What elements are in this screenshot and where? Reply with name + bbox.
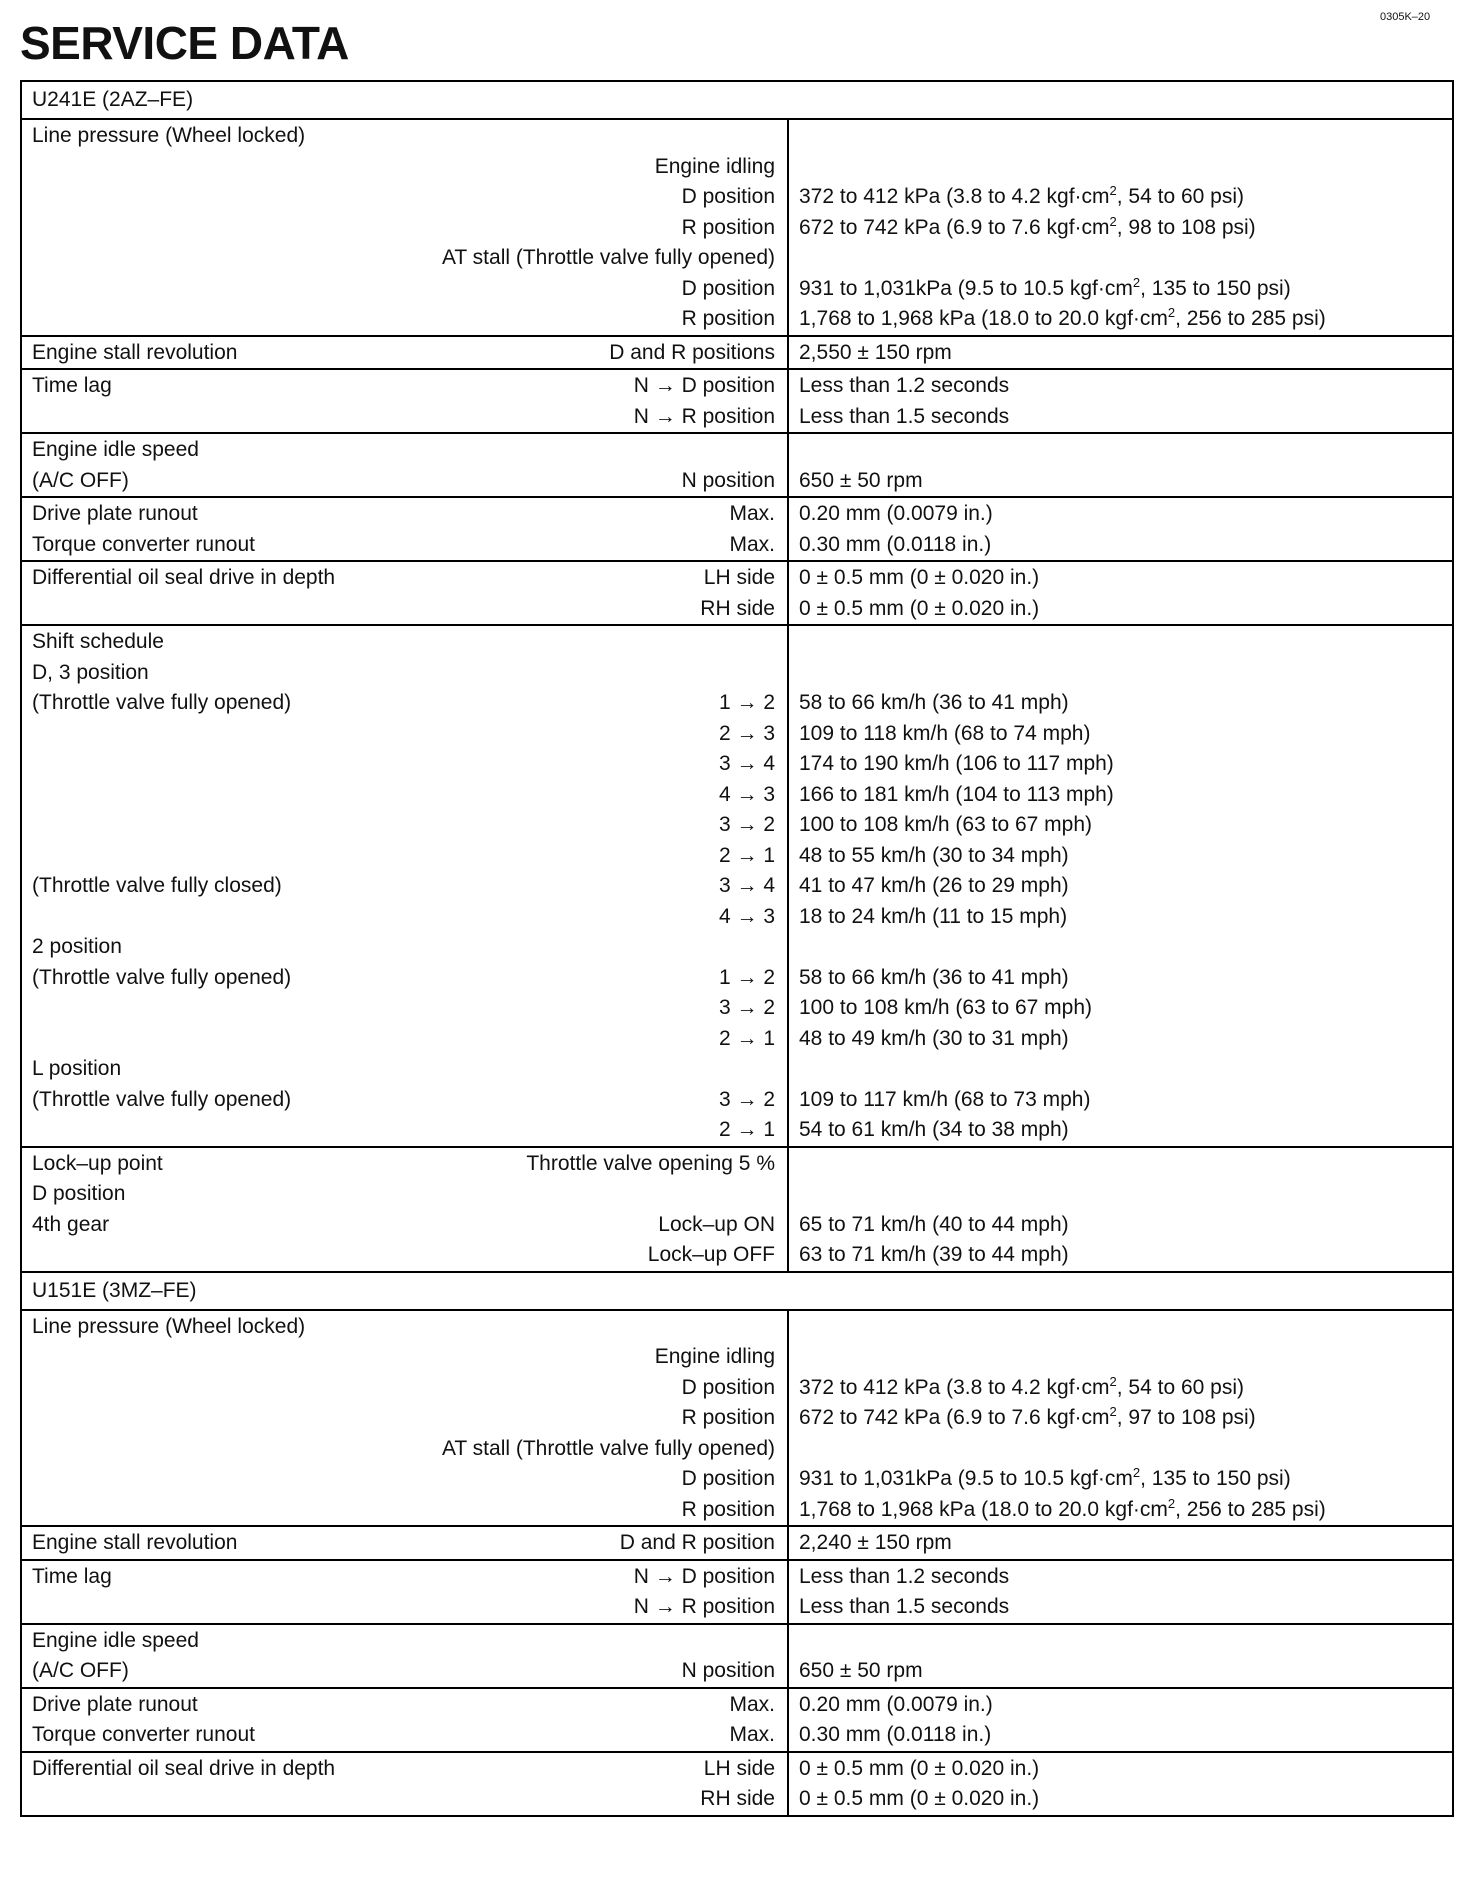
spec-value	[799, 338, 1442, 369]
service-data-table	[20, 80, 1454, 1817]
spec-condition: 1 → 2	[718, 691, 775, 714]
spec-label-column	[22, 1753, 789, 1815]
spec-value	[799, 993, 1442, 1024]
spec-value	[799, 182, 1442, 213]
spec-block	[22, 1625, 1452, 1689]
spec-value-text: 174 to 190 km/h (106 to 117 mph)	[799, 752, 1114, 775]
spec-value-text: 931 to 1,031kPa (9.5 to 10.5 $kgf\cdot cm^2$, 135 to 150 psi)	[799, 274, 1291, 300]
spec-item: 4th gear	[32, 1212, 110, 1236]
spec-row	[32, 274, 775, 305]
spec-item: L position	[32, 1057, 122, 1080]
spec-label-column	[22, 1689, 789, 1751]
spec-value-text: 931 to 1,031kPa (9.5 to 10.5 $kgf\cdot cm^2$, 135 to 150 psi)	[799, 1465, 1291, 1490]
spec-condition: N → D position	[633, 1564, 775, 1588]
spec-condition: 4 → 3	[718, 782, 775, 806]
spec-condition: Lock–up OFF	[647, 1243, 775, 1266]
spec-value-text: 0.30 mm (0.0118 in.)	[799, 532, 992, 556]
spec-item: (A/C OFF)	[32, 468, 129, 492]
spec-row	[32, 1720, 775, 1751]
spec-value-text: 0 ± 0.5 mm (0 ± 0.020 in.)	[799, 1756, 1040, 1780]
spec-row	[32, 658, 775, 689]
page-id: 0305K–20	[1380, 11, 1431, 23]
spec-value	[799, 1495, 1442, 1526]
spec-row	[32, 627, 775, 658]
spec-row	[32, 1373, 775, 1404]
spec-value-column	[789, 1527, 1452, 1559]
spec-value	[799, 780, 1442, 811]
spec-value	[799, 1149, 1442, 1180]
spec-condition: Engine idling	[654, 1345, 775, 1368]
spec-condition: D position	[681, 1467, 775, 1490]
spec-value	[799, 371, 1442, 402]
spec-label-column	[22, 1311, 789, 1526]
spec-row	[32, 810, 775, 841]
spec-value-text: 0.20 mm (0.0079 in.)	[799, 1692, 993, 1716]
spec-condition: RH side	[700, 1787, 775, 1810]
spec-row	[32, 1403, 775, 1434]
spec-row	[32, 1054, 775, 1085]
spec-condition: N position	[681, 1659, 775, 1682]
spec-label-column	[22, 1625, 789, 1687]
spec-value	[799, 530, 1442, 561]
spec-value	[799, 1562, 1442, 1593]
spec-row	[32, 688, 775, 719]
spec-block	[22, 1689, 1452, 1753]
spec-value	[799, 499, 1442, 530]
spec-item: Line pressure (Wheel locked)	[32, 1314, 306, 1338]
spec-row	[32, 1085, 775, 1116]
spec-row	[32, 152, 775, 183]
spec-value-text: 41 to 47 km/h (26 to 29 mph)	[799, 874, 1069, 897]
spec-block	[22, 337, 1452, 371]
spec-row	[32, 338, 775, 369]
spec-value-column	[789, 337, 1452, 369]
spec-value-column	[789, 1625, 1452, 1687]
spec-condition: Max.	[729, 1692, 775, 1716]
spec-item: Lock–up point	[32, 1151, 163, 1175]
spec-row	[32, 371, 775, 402]
spec-value-text: 54 to 61 km/h (34 to 38 mph)	[799, 1118, 1069, 1141]
spec-value	[799, 1342, 1442, 1373]
spec-label-column	[22, 337, 789, 369]
spec-row	[32, 402, 775, 433]
spec-label-column	[22, 370, 789, 432]
spec-value-text: 58 to 66 km/h (36 to 41 mph)	[799, 965, 1069, 989]
spec-row	[32, 1115, 775, 1146]
spec-condition: N position	[681, 468, 775, 492]
spec-label-column	[22, 1561, 789, 1623]
spec-value	[799, 902, 1442, 933]
spec-row	[32, 563, 775, 594]
spec-item: (Throttle valve fully opened)	[32, 965, 292, 989]
spec-row	[32, 993, 775, 1024]
spec-value-text: 372 to 412 kPa (3.8 to 4.2 $kgf\cdot cm^2$, 54 to 60 psi)	[799, 183, 1244, 208]
spec-value	[799, 1784, 1442, 1815]
spec-condition: R position	[681, 307, 775, 330]
spec-row	[32, 1434, 775, 1465]
spec-condition: Max.	[729, 532, 775, 556]
spec-row	[32, 780, 775, 811]
spec-row	[32, 1342, 775, 1373]
spec-value-text: 650 ± 50 rpm	[799, 468, 923, 492]
spec-row	[32, 1562, 775, 1593]
spec-value-text: 58 to 66 km/h (36 to 41 mph)	[799, 691, 1069, 714]
spec-condition: R position	[681, 215, 775, 239]
spec-item: D, 3 position	[32, 660, 149, 684]
spec-value-text: 0 ± 0.5 mm (0 ± 0.020 in.)	[799, 596, 1040, 620]
spec-row	[32, 1656, 775, 1687]
spec-condition: LH side	[703, 1756, 775, 1780]
spec-condition: LH side	[703, 566, 775, 589]
spec-row	[32, 902, 775, 933]
spec-value	[799, 1210, 1442, 1241]
spec-item: Differential oil seal drive in depth	[32, 1756, 336, 1780]
spec-condition: R position	[681, 1497, 775, 1521]
spec-value-text: 63 to 71 km/h (39 to 44 mph)	[799, 1243, 1069, 1266]
section-title: U151E (3MZ–FE)	[22, 1273, 1452, 1311]
spec-item: Drive plate runout	[32, 1692, 198, 1716]
spec-value-column	[789, 1148, 1452, 1271]
spec-condition: 3 → 2	[718, 813, 775, 836]
spec-value-column	[789, 1561, 1452, 1623]
spec-row	[32, 530, 775, 561]
spec-value-text: 65 to 71 km/h (40 to 44 mph)	[799, 1212, 1069, 1236]
spec-item: Differential oil seal drive in depth	[32, 566, 336, 589]
spec-condition: 2 → 3	[718, 721, 775, 745]
spec-value	[799, 1373, 1442, 1404]
spec-condition: D and R position	[619, 1531, 775, 1554]
spec-value-text: 100 to 108 km/h (63 to 67 mph)	[799, 813, 1093, 836]
spec-value-column	[789, 626, 1452, 1146]
spec-condition: Max.	[729, 1723, 775, 1746]
spec-value-column	[789, 498, 1452, 560]
spec-value	[799, 1690, 1442, 1721]
spec-label-column	[22, 434, 789, 496]
spec-condition: R position	[681, 1406, 775, 1429]
spec-value	[799, 274, 1442, 305]
spec-value	[799, 1115, 1442, 1146]
spec-condition: AT stall (Throttle valve fully opened)	[441, 1436, 775, 1460]
spec-row	[32, 1592, 775, 1623]
spec-item: Time lag	[32, 1564, 112, 1588]
spec-row	[32, 1784, 775, 1815]
spec-value	[799, 594, 1442, 625]
spec-item: Engine stall revolution	[32, 340, 238, 364]
spec-value-text: 1,768 to 1,968 kPa (18.0 to 20.0 $kgf\cdot cm^2$, 256 to 285 psi)	[799, 305, 1326, 330]
spec-value-column	[789, 370, 1452, 432]
spec-row	[32, 594, 775, 625]
spec-condition: D position	[681, 276, 775, 300]
spec-row	[32, 1464, 775, 1495]
spec-row	[32, 1240, 775, 1271]
spec-block	[22, 434, 1452, 498]
spec-item: Torque converter runout	[32, 532, 255, 556]
spec-value	[799, 1403, 1442, 1434]
spec-value	[799, 1656, 1442, 1687]
spec-value	[799, 563, 1442, 594]
spec-label-column	[22, 120, 789, 335]
spec-value-text: Less than 1.5 seconds	[799, 1595, 1010, 1618]
spec-condition: D position	[681, 1375, 775, 1399]
spec-value-text: 109 to 117 km/h (68 to 73 mph)	[799, 1087, 1091, 1111]
spec-value-text: 372 to 412 kPa (3.8 to 4.2 $kgf\cdot cm^2$, 54 to 60 psi)	[799, 1373, 1244, 1399]
spec-row	[32, 749, 775, 780]
spec-row	[32, 1528, 775, 1559]
spec-condition: 3 → 2	[718, 996, 775, 1019]
spec-condition: 2 → 1	[718, 1118, 775, 1141]
spec-condition: N → R position	[633, 404, 775, 428]
spec-value-text: 1,768 to 1,968 kPa (18.0 to 20.0 $kgf\cdot cm^2$, 256 to 285 psi)	[799, 1495, 1326, 1521]
spec-value	[799, 932, 1442, 963]
spec-condition: Throttle valve opening 5 %	[526, 1151, 775, 1175]
spec-value-column	[789, 120, 1452, 335]
spec-condition: 2 → 1	[718, 843, 775, 867]
spec-item: Engine idle speed	[32, 1628, 199, 1652]
spec-block	[22, 562, 1452, 626]
spec-label-column	[22, 1527, 789, 1559]
spec-condition: Lock–up ON	[658, 1212, 775, 1236]
spec-value-text: 0 ± 0.5 mm (0 ± 0.020 in.)	[799, 566, 1040, 589]
spec-row	[32, 841, 775, 872]
spec-row	[32, 243, 775, 274]
spec-row	[32, 466, 775, 497]
spec-value-text: 2,550 ± 150 rpm	[799, 340, 952, 364]
spec-value	[799, 719, 1442, 750]
spec-row	[32, 1179, 775, 1210]
spec-condition: 4 → 3	[718, 904, 775, 928]
spec-value-text: 2,240 ± 150 rpm	[799, 1531, 952, 1554]
spec-value-column	[789, 1753, 1452, 1815]
spec-row	[32, 871, 775, 902]
spec-value-text: Less than 1.5 seconds	[799, 404, 1010, 428]
spec-item: Engine idle speed	[32, 438, 199, 461]
spec-condition: RH side	[700, 596, 775, 620]
spec-item: Time lag	[32, 374, 112, 397]
spec-condition: N → D position	[633, 374, 775, 397]
spec-value-column	[789, 434, 1452, 496]
spec-row	[32, 435, 775, 466]
page-title: SERVICE DATA	[20, 17, 349, 69]
section-title: U241E (2AZ–FE)	[22, 82, 1452, 120]
spec-row	[32, 932, 775, 963]
spec-value-text: 0 ± 0.5 mm (0 ± 0.020 in.)	[799, 1787, 1040, 1810]
spec-value	[799, 688, 1442, 719]
spec-label-column	[22, 1148, 789, 1271]
spec-condition: N → R position	[633, 1595, 775, 1618]
spec-value	[799, 627, 1442, 658]
spec-row	[32, 963, 775, 994]
spec-row	[32, 213, 775, 244]
spec-block	[22, 370, 1452, 434]
spec-item: (Throttle valve fully closed)	[32, 874, 282, 897]
spec-item: Drive plate runout	[32, 502, 198, 525]
spec-value	[799, 841, 1442, 872]
spec-row	[32, 121, 775, 152]
spec-value-column	[789, 562, 1452, 624]
spec-value-text: 18 to 24 km/h (11 to 15 mph)	[799, 904, 1068, 928]
spec-item: (Throttle valve fully opened)	[32, 1087, 292, 1111]
spec-item: Engine stall revolution	[32, 1531, 238, 1554]
spec-row	[32, 1626, 775, 1657]
spec-value-text: 650 ± 50 rpm	[799, 1659, 923, 1682]
spec-value-text: 48 to 55 km/h (30 to 34 mph)	[799, 843, 1069, 867]
spec-row	[32, 1024, 775, 1055]
spec-value	[799, 1434, 1442, 1465]
spec-value	[799, 1024, 1442, 1055]
spec-value	[799, 213, 1442, 244]
spec-label-column	[22, 498, 789, 560]
spec-row	[32, 1690, 775, 1721]
spec-value-text: 48 to 49 km/h (30 to 31 mph)	[799, 1026, 1069, 1050]
spec-label-column	[22, 626, 789, 1146]
spec-value	[799, 658, 1442, 689]
spec-value-text: 100 to 108 km/h (63 to 67 mph)	[799, 996, 1093, 1019]
spec-value-column	[789, 1689, 1452, 1751]
spec-row	[32, 182, 775, 213]
spec-value	[799, 1312, 1442, 1343]
spec-value	[799, 152, 1442, 183]
spec-row	[32, 1495, 775, 1526]
spec-value	[799, 1528, 1442, 1559]
spec-value-text: Less than 1.2 seconds	[799, 374, 1010, 397]
spec-block	[22, 1148, 1452, 1273]
spec-item: (Throttle valve fully opened)	[32, 691, 292, 714]
spec-block	[22, 1527, 1452, 1561]
spec-condition: Engine idling	[654, 154, 775, 178]
spec-value	[799, 1054, 1442, 1085]
spec-block	[22, 498, 1452, 562]
spec-condition: D position	[681, 185, 775, 208]
spec-value	[799, 466, 1442, 497]
spec-value	[799, 304, 1442, 335]
spec-value-text: Less than 1.2 seconds	[799, 1564, 1010, 1588]
spec-value-text: 109 to 118 km/h (68 to 74 mph)	[799, 721, 1091, 745]
spec-value-text: 672 to 742 kPa (6.9 to 7.6 $kgf\cdot cm^2$, 97 to 108 psi)	[799, 1404, 1256, 1429]
spec-row	[32, 499, 775, 530]
spec-value	[799, 1720, 1442, 1751]
spec-condition: 3 → 4	[718, 874, 775, 897]
spec-condition: D and R positions	[609, 340, 775, 364]
spec-value-text: 166 to 181 km/h (104 to 113 mph)	[799, 782, 1114, 806]
spec-value	[799, 1085, 1442, 1116]
spec-block	[22, 120, 1452, 337]
spec-item: (A/C OFF)	[32, 1659, 129, 1682]
spec-condition: 3 → 2	[718, 1087, 775, 1111]
spec-item: D position	[32, 1182, 126, 1205]
spec-value	[799, 243, 1442, 274]
spec-label-column	[22, 562, 789, 624]
spec-value	[799, 1754, 1442, 1785]
spec-value	[799, 871, 1442, 902]
spec-value	[799, 1592, 1442, 1623]
spec-value-text: 672 to 742 kPa (6.9 to 7.6 $kgf\cdot cm^2$, 98 to 108 psi)	[799, 213, 1256, 239]
spec-value	[799, 121, 1442, 152]
spec-row	[32, 1312, 775, 1343]
spec-row	[32, 1754, 775, 1785]
spec-value	[799, 402, 1442, 433]
spec-item: 2 position	[32, 935, 122, 958]
spec-condition: 3 → 4	[718, 752, 775, 775]
spec-row	[32, 1210, 775, 1241]
spec-row	[32, 1149, 775, 1180]
spec-condition: 1 → 2	[718, 965, 775, 989]
spec-condition: 2 → 1	[718, 1026, 775, 1050]
spec-value-text: 0.20 mm (0.0079 in.)	[799, 502, 993, 525]
spec-row	[32, 304, 775, 335]
spec-block	[22, 626, 1452, 1148]
spec-value	[799, 749, 1442, 780]
spec-item: Torque converter runout	[32, 1723, 255, 1746]
spec-value	[799, 435, 1442, 466]
spec-value	[799, 1464, 1442, 1495]
spec-block	[22, 1311, 1452, 1528]
spec-value	[799, 810, 1442, 841]
spec-item: Line pressure (Wheel locked)	[32, 124, 306, 147]
spec-value-column	[789, 1311, 1452, 1526]
spec-value	[799, 1179, 1442, 1210]
spec-value	[799, 1626, 1442, 1657]
spec-row	[32, 719, 775, 750]
spec-item: Shift schedule	[32, 630, 164, 653]
spec-block	[22, 1561, 1452, 1625]
spec-value	[799, 1240, 1442, 1271]
spec-value-text: 0.30 mm (0.0118 in.)	[799, 1723, 992, 1746]
spec-value	[799, 963, 1442, 994]
spec-condition: Max.	[729, 502, 775, 525]
spec-condition: AT stall (Throttle valve fully opened)	[441, 246, 775, 269]
spec-block	[22, 1753, 1452, 1815]
